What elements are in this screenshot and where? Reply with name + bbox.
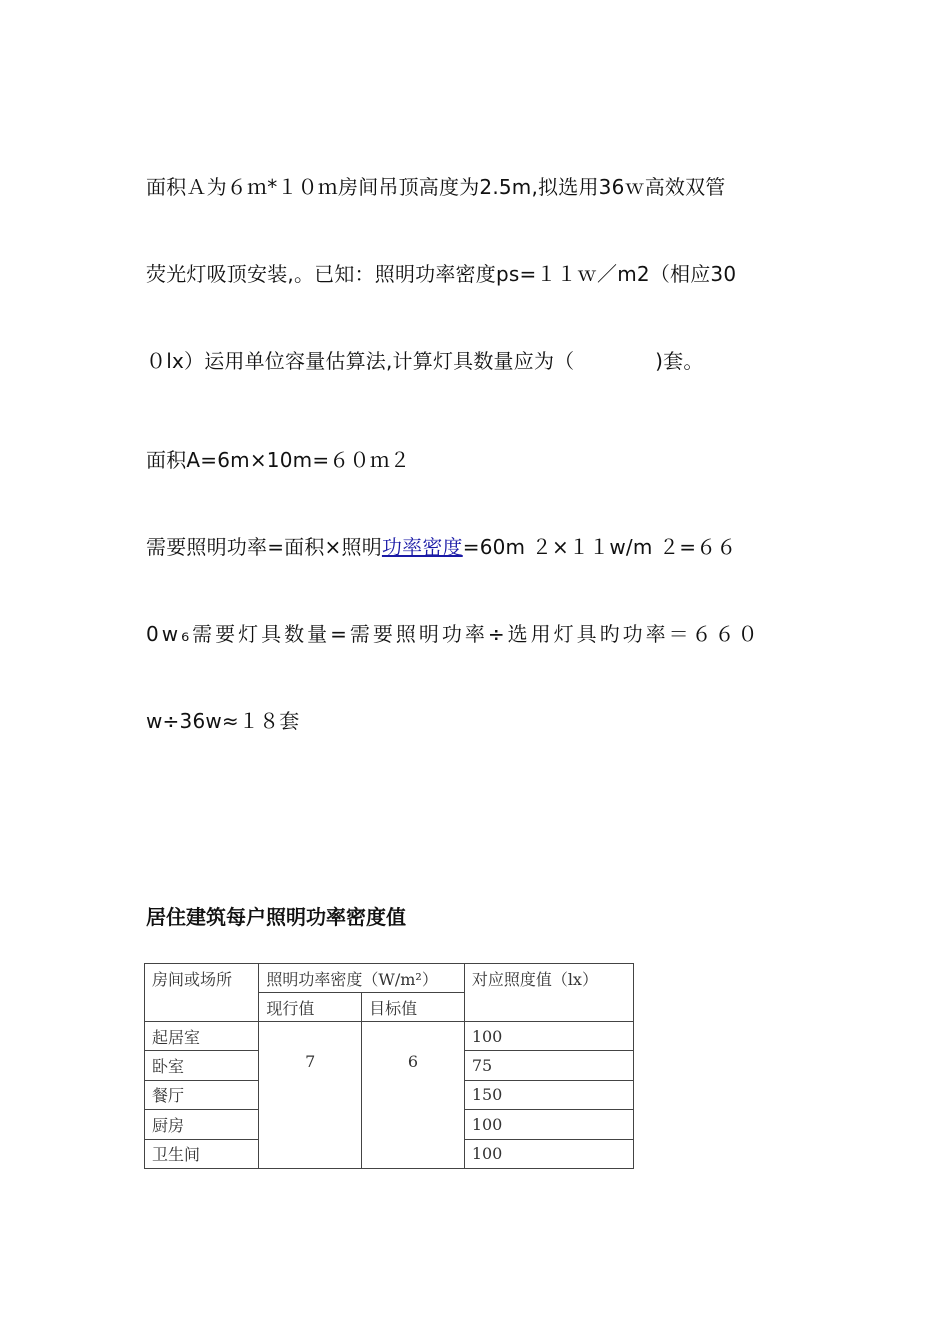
lux-cell: 100 [464,1110,633,1139]
density-table-container [144,963,634,1169]
solution-power-prefix: 需要照明功率=面积×照明 [146,535,382,559]
room-cell: 餐厅 [145,1080,259,1109]
header-target: 目标值 [362,993,465,1022]
solution-power-suffix: =60m ２×１１w/m ２=６６ [462,535,737,559]
table-header-row [145,964,634,993]
solution-area-line: 面积A=6m×10m=６０ｍ２ [146,448,411,472]
room-cell: 卧室 [145,1051,259,1080]
problem-line-3: ０lx）运用单位容量估算法,计算灯具数量应为（ )套。 [146,349,704,373]
header-illuminance: 对应照度值（lx） [464,964,633,1022]
room-cell: 起居室 [145,1022,259,1051]
current-value-cell: 7 [259,1022,362,1169]
room-cell: 卫生间 [145,1139,259,1168]
density-table [144,963,634,1169]
lux-cell: 100 [464,1139,633,1168]
table-title: 居住建筑每户照明功率密度值 [146,905,406,929]
header-room: 房间或场所 [145,964,259,1022]
solution-power-line [146,533,737,561]
header-current: 现行值 [259,993,362,1022]
lux-cell: 75 [464,1051,633,1080]
header-density: 照明功率密度（W/m²） [259,964,464,993]
power-density-link[interactable]: 功率密度 [381,535,463,559]
lux-cell: 100 [464,1022,633,1051]
problem-line-1: 面积Ａ为６ｍ*１０ｍ房间吊顶高度为2.5m,拟选用36ｗ高效双管 [146,175,726,199]
room-cell: 厨房 [145,1110,259,1139]
solution-result-line: w÷36w≈１８套 [146,709,300,733]
table-row [145,1022,634,1051]
lux-cell: 150 [464,1080,633,1109]
problem-line-2: 荧光灯吸顶安装,。已知：照明功率密度ps=１１ｗ／m2（相应30 [146,262,737,286]
target-value-cell: 6 [362,1022,465,1169]
solution-count-line: 0w₆需要灯具数量=需要照明功率÷选用灯具旳功率＝６６０ [146,622,761,646]
